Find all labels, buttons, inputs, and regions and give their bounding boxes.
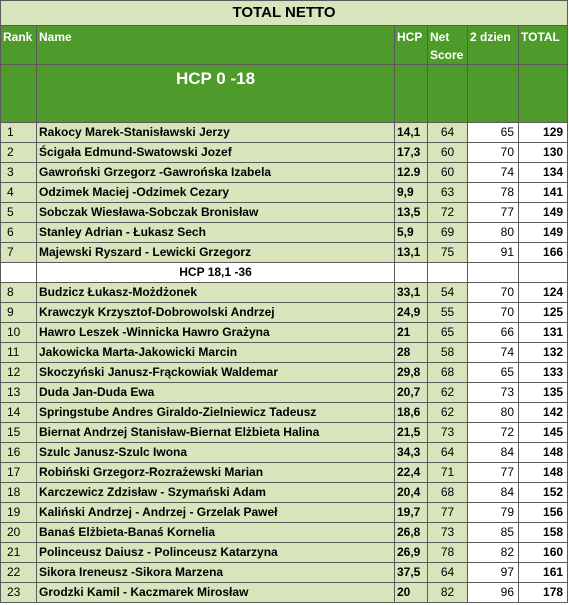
- net-score-cell: 73: [428, 523, 468, 543]
- day2-cell: 70: [468, 143, 519, 163]
- title-row: [1, 1, 568, 26]
- table-row: [1, 183, 568, 203]
- day2-header: 2 dzien: [468, 26, 519, 65]
- total-cell: 134: [519, 163, 568, 183]
- total-cell: 149: [519, 203, 568, 223]
- group-empty-cell: [519, 263, 568, 283]
- day2-cell: 66: [468, 323, 519, 343]
- net-score-header: Net Score: [428, 26, 468, 65]
- group-row: [1, 263, 568, 283]
- name-cell: Duda Jan-Duda Ewa: [37, 383, 395, 403]
- net-score-cell: 64: [428, 563, 468, 583]
- rank-cell: 1: [1, 123, 37, 143]
- rank-cell: 10: [1, 323, 37, 343]
- name-cell: Hawro Leszek -Winnicka Hawro Grażyna: [37, 323, 395, 343]
- net-score-cell: 68: [428, 363, 468, 383]
- group-empty-cell: [395, 65, 428, 123]
- day2-cell: 80: [468, 403, 519, 423]
- day2-cell: 65: [468, 123, 519, 143]
- total-cell: 124: [519, 283, 568, 303]
- total-cell: 161: [519, 563, 568, 583]
- total-cell: 145: [519, 423, 568, 443]
- hcp-cell: 20,4: [395, 483, 428, 503]
- day2-cell: 84: [468, 483, 519, 503]
- net-score-cell: 73: [428, 423, 468, 443]
- hcp-cell: 21: [395, 323, 428, 343]
- total-cell: 129: [519, 123, 568, 143]
- rank-cell: 14: [1, 403, 37, 423]
- net-score-cell: 60: [428, 163, 468, 183]
- name-cell: Sobczak Wiesława-Sobczak Bronisław: [37, 203, 395, 223]
- group-empty-cell: [395, 263, 428, 283]
- day2-cell: 85: [468, 523, 519, 543]
- total-cell: 133: [519, 363, 568, 383]
- net-score-cell: 72: [428, 203, 468, 223]
- table-row: [1, 223, 568, 243]
- total-cell: 142: [519, 403, 568, 423]
- header-row: [1, 26, 568, 65]
- hcp-cell: 14,1: [395, 123, 428, 143]
- table-row: [1, 523, 568, 543]
- group-rank-cell: [1, 65, 37, 123]
- name-cell: Banaś Elżbieta-Banaś Kornelia: [37, 523, 395, 543]
- rank-cell: 2: [1, 143, 37, 163]
- net-score-cell: 77: [428, 503, 468, 523]
- hcp-cell: 18,6: [395, 403, 428, 423]
- rank-cell: 8: [1, 283, 37, 303]
- total-cell: 135: [519, 383, 568, 403]
- table-row: [1, 323, 568, 343]
- table-row: [1, 443, 568, 463]
- table-row: [1, 543, 568, 563]
- table-row: [1, 483, 568, 503]
- day2-cell: 79: [468, 503, 519, 523]
- hcp-cell: 9,9: [395, 183, 428, 203]
- day2-cell: 91: [468, 243, 519, 263]
- hcp-header: HCP: [395, 26, 428, 65]
- name-cell: Budzicz Łukasz-Możdżonek: [37, 283, 395, 303]
- rank-header: Rank: [1, 26, 37, 65]
- name-cell: Skoczyński Janusz-Frąckowiak Waldemar: [37, 363, 395, 383]
- hcp-cell: 13,1: [395, 243, 428, 263]
- total-cell: 125: [519, 303, 568, 323]
- group-empty-cell: [428, 65, 468, 123]
- total-cell: 178: [519, 583, 568, 603]
- hcp-cell: 12.9: [395, 163, 428, 183]
- day2-cell: 70: [468, 283, 519, 303]
- name-header: Name: [37, 26, 395, 65]
- day2-cell: 84: [468, 443, 519, 463]
- rank-cell: 17: [1, 463, 37, 483]
- rank-cell: 18: [1, 483, 37, 503]
- table-row: [1, 423, 568, 443]
- net-score-cell: 78: [428, 543, 468, 563]
- table-row: [1, 203, 568, 223]
- net-score-cell: 63: [428, 183, 468, 203]
- total-cell: 166: [519, 243, 568, 263]
- group-empty-cell: [428, 263, 468, 283]
- name-cell: Grodzki Kamil - Kaczmarek Mirosław: [37, 583, 395, 603]
- table-row: [1, 283, 568, 303]
- name-cell: Stanley Adrian - Łukasz Sech: [37, 223, 395, 243]
- name-cell: Biernat Andrzej Stanisław-Biernat Elżbieta Halina: [37, 423, 395, 443]
- net-score-cell: 65: [428, 323, 468, 343]
- table-row: [1, 303, 568, 323]
- name-cell: Gawroński Grzegorz -Gawrońska Izabela: [37, 163, 395, 183]
- rank-cell: 3: [1, 163, 37, 183]
- name-cell: Kaliński Andrzej - Andrzej - Grzelak Paweł: [37, 503, 395, 523]
- name-cell: Springstube Andres Giraldo-Zielniewicz Tadeusz: [37, 403, 395, 423]
- table-title: TOTAL NETTO: [1, 1, 568, 26]
- net-score-cell: 58: [428, 343, 468, 363]
- rank-cell: 12: [1, 363, 37, 383]
- hcp-cell: 26,8: [395, 523, 428, 543]
- total-cell: 130: [519, 143, 568, 163]
- name-cell: Ścigała Edmund-Swatowski Jozef: [37, 143, 395, 163]
- net-score-cell: 68: [428, 483, 468, 503]
- day2-cell: 70: [468, 303, 519, 323]
- rank-cell: 20: [1, 523, 37, 543]
- name-cell: Sikora Ireneusz -Sikora Marzena: [37, 563, 395, 583]
- rank-cell: 11: [1, 343, 37, 363]
- total-cell: 156: [519, 503, 568, 523]
- rank-cell: 6: [1, 223, 37, 243]
- day2-cell: 74: [468, 343, 519, 363]
- name-cell: Krawczyk Krzysztof-Dobrowolski Andrzej: [37, 303, 395, 323]
- hcp-cell: 17,3: [395, 143, 428, 163]
- name-cell: Szulc Janusz-Szulc Iwona: [37, 443, 395, 463]
- rank-cell: 16: [1, 443, 37, 463]
- day2-cell: 78: [468, 183, 519, 203]
- net-score-cell: 64: [428, 443, 468, 463]
- table-row: [1, 563, 568, 583]
- hcp-cell: 13,5: [395, 203, 428, 223]
- table-row: [1, 463, 568, 483]
- group-empty-cell: [519, 65, 568, 123]
- net-score-cell: 71: [428, 463, 468, 483]
- group-label: HCP 18,1 -36: [37, 263, 395, 283]
- total-cell: 131: [519, 323, 568, 343]
- hcp-cell: 28: [395, 343, 428, 363]
- hcp-cell: 20,7: [395, 383, 428, 403]
- hcp-cell: 24,9: [395, 303, 428, 323]
- net-score-cell: 64: [428, 123, 468, 143]
- total-cell: 158: [519, 523, 568, 543]
- total-cell: 160: [519, 543, 568, 563]
- hcp-cell: 5,9: [395, 223, 428, 243]
- day2-cell: 80: [468, 223, 519, 243]
- rank-cell: 15: [1, 423, 37, 443]
- day2-cell: 73: [468, 383, 519, 403]
- net-score-cell: 82: [428, 583, 468, 603]
- hcp-cell: 19,7: [395, 503, 428, 523]
- day2-cell: 65: [468, 363, 519, 383]
- hcp-cell: 20: [395, 583, 428, 603]
- table-row: [1, 503, 568, 523]
- rank-cell: 4: [1, 183, 37, 203]
- table-row: [1, 163, 568, 183]
- table-row: [1, 243, 568, 263]
- total-cell: 132: [519, 343, 568, 363]
- net-score-cell: 62: [428, 403, 468, 423]
- group-empty-cell: [468, 65, 519, 123]
- hcp-cell: 34,3: [395, 443, 428, 463]
- name-cell: Rakocy Marek-Stanisławski Jerzy: [37, 123, 395, 143]
- day2-cell: 96: [468, 583, 519, 603]
- day2-cell: 74: [468, 163, 519, 183]
- hcp-cell: 22,4: [395, 463, 428, 483]
- day2-cell: 82: [468, 543, 519, 563]
- rank-cell: 9: [1, 303, 37, 323]
- hcp-cell: 37,5: [395, 563, 428, 583]
- rank-cell: 23: [1, 583, 37, 603]
- group-empty-cell: [468, 263, 519, 283]
- rank-cell: 22: [1, 563, 37, 583]
- table-row: [1, 363, 568, 383]
- table-row: [1, 123, 568, 143]
- net-score-cell: 75: [428, 243, 468, 263]
- table-row: [1, 383, 568, 403]
- group-rank-cell: [1, 263, 37, 283]
- day2-cell: 77: [468, 203, 519, 223]
- day2-cell: 97: [468, 563, 519, 583]
- table-row: [1, 143, 568, 163]
- hcp-cell: 29,8: [395, 363, 428, 383]
- day2-cell: 72: [468, 423, 519, 443]
- group-row: [1, 65, 568, 123]
- total-cell: 141: [519, 183, 568, 203]
- total-cell: 149: [519, 223, 568, 243]
- name-cell: Odzimek Maciej -Odzimek Cezary: [37, 183, 395, 203]
- name-cell: Jakowicka Marta-Jakowicki Marcin: [37, 343, 395, 363]
- name-cell: Polinceusz Daiusz - Polinceusz Katarzyna: [37, 543, 395, 563]
- rank-cell: 13: [1, 383, 37, 403]
- net-score-cell: 60: [428, 143, 468, 163]
- table-row: [1, 583, 568, 603]
- total-cell: 148: [519, 443, 568, 463]
- day2-cell: 77: [468, 463, 519, 483]
- hcp-cell: 21,5: [395, 423, 428, 443]
- rank-cell: 7: [1, 243, 37, 263]
- group-label: HCP 0 -18: [37, 65, 395, 123]
- net-score-cell: 69: [428, 223, 468, 243]
- name-cell: Majewski Ryszard - Lewicki Grzegorz: [37, 243, 395, 263]
- total-cell: 148: [519, 463, 568, 483]
- rank-cell: 5: [1, 203, 37, 223]
- rank-cell: 21: [1, 543, 37, 563]
- net-score-cell: 62: [428, 383, 468, 403]
- table-row: [1, 343, 568, 363]
- net-score-cell: 54: [428, 283, 468, 303]
- table-row: [1, 403, 568, 423]
- total-header: TOTAL: [519, 26, 568, 65]
- hcp-cell: 26,9: [395, 543, 428, 563]
- hcp-cell: 33,1: [395, 283, 428, 303]
- name-cell: Robiński Grzegorz-Rozrażewski Marian: [37, 463, 395, 483]
- total-cell: 152: [519, 483, 568, 503]
- name-cell: Karczewicz Zdzisław - Szymański Adam: [37, 483, 395, 503]
- net-score-cell: 55: [428, 303, 468, 323]
- rank-cell: 19: [1, 503, 37, 523]
